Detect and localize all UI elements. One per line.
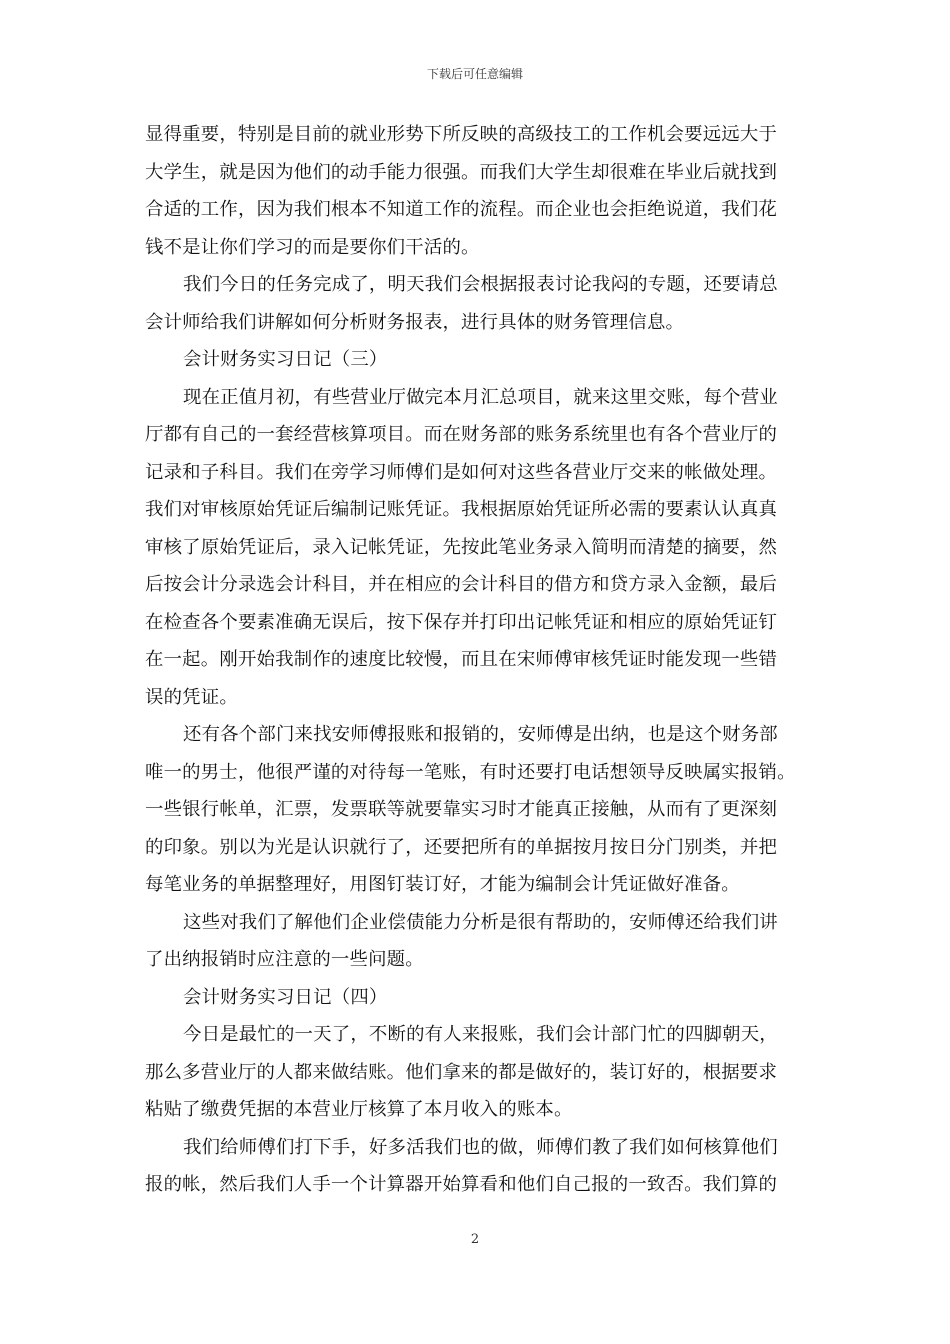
text-line: 我们今日的任务完成了，明天我们会根据报表讨论我闷的专题，还要请总 — [183, 274, 778, 295]
text-line: 会计师给我们讲解如何分析财务报表，进行具体的财务管理信息。 — [145, 311, 685, 333]
body-text — [145, 116, 810, 1204]
text-line: 记录和子科目。我们在旁学习师傅们是如何对这些各营业厅交来的帐做处理。 — [145, 461, 778, 483]
text-line: 钱不是让你们学习的而是要你们干活的。 — [145, 236, 480, 258]
text-line: 误的凭证。 — [145, 686, 238, 708]
text-line: 每笔业务的单据整理好，用图钉装订好，才能为编制会计凭证做好准备。 — [145, 874, 740, 895]
section-heading: 会计财务实习日记（四） — [183, 986, 388, 1008]
text-line: 大学生，就是因为他们的动手能力很强。而我们大学生却很难在毕业后就找到 — [145, 161, 778, 183]
text-line: 我们对审核原始凭证后编制记账凭证。我根据原始凭证所必需的要素认认真真 — [145, 499, 778, 520]
text-line: 在一起。刚开始我制作的速度比较慢，而且在宋师傅审核凭证时能发现一些错 — [145, 649, 778, 670]
text-line: 还有各个部门来找安师傅报账和报销的，安师傅是出纳，也是这个财务部 — [183, 724, 778, 745]
text-line: 厅都有自己的一套经营核算项目。而在财务部的账务系统里也有各个营业厅的 — [145, 424, 778, 445]
text-line: 的印象。别以为光是认识就行了，还要把所有的单据按月按日分门别类，并把 — [145, 836, 778, 858]
text-line: 那么多营业厅的人都来做结账。他们拿来的都是做好的，装订好的，根据要求 — [145, 1061, 778, 1083]
page-number: 2 — [470, 1232, 480, 1247]
text-line: 报的帐，然后我们人手一个计算器开始算看和他们自己报的一致否。我们算的 — [145, 1174, 778, 1195]
text-line: 一些银行帐单，汇票，发票联等就要靠实习时才能真正接触，从而有了更深刻 — [145, 799, 778, 820]
text-line: 粘贴了缴费凭据的本营业厅核算了本月收入的账本。 — [145, 1099, 573, 1120]
text-line: 唯一的男士，他很严谨的对待每一笔账，有时还要打电话想领导反映属实报销。 — [145, 761, 796, 783]
text-line: 现在正值月初，有些营业厅做完本月汇总项目，就来这里交账，每个营业 — [183, 386, 778, 408]
text-line: 显得重要，特别是目前的就业形势下所反映的高级技工的工作机会要远远大于 — [145, 124, 778, 145]
section-heading: 会计财务实习日记（三） — [183, 349, 388, 370]
text-line: 今日是最忙的一天了，不断的有人来报账，我们会计部门忙的四脚朝天， — [183, 1024, 778, 1045]
text-line: 合适的工作，因为我们根本不知道工作的流程。而企业也会拒绝说道，我们花 — [145, 199, 778, 220]
text-line: 审核了原始凭证后，录入记帐凭证，先按此笔业务录入简明而清楚的摘要，然 — [145, 536, 778, 558]
text-line: 在检查各个要素准确无误后，按下保存并打印出记帐凭证和相应的原始凭证钉 — [145, 611, 778, 633]
text-line: 我们给师傅们打下手，好多活我们也的做，师傅们教了我们如何核算他们 — [183, 1136, 778, 1158]
text-line: 后按会计分录选会计科目，并在相应的会计科目的借方和贷方录入金额，最后 — [145, 574, 778, 595]
text-line: 了出纳报销时应注意的一些问题。 — [145, 949, 424, 970]
page-header: 下载后可任意编辑 — [426, 67, 523, 81]
text-line: 这些对我们了解他们企业偿债能力分析是很有帮助的，安师傅还给我们讲 — [183, 911, 778, 933]
